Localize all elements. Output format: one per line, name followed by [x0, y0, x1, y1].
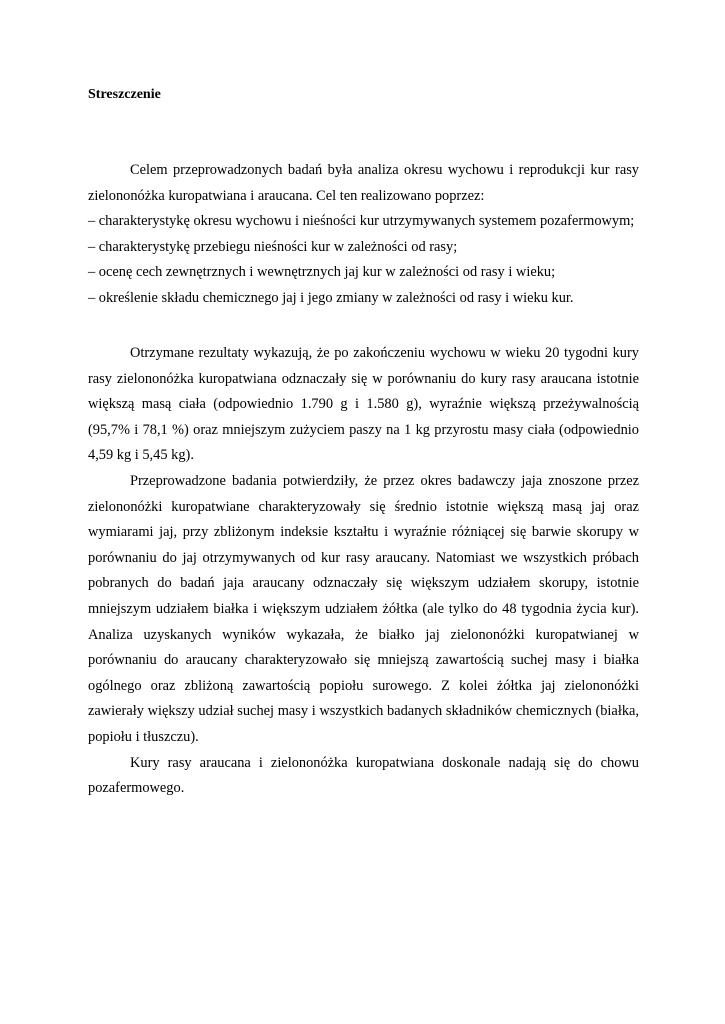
page-title: Streszczenie: [88, 87, 161, 102]
intro-section: [88, 158, 639, 312]
results-section: [88, 341, 639, 802]
list-item: – charakterystykę przebiegu nieśności kur w zależności od rasy;: [88, 238, 458, 255]
body-paragraph: Kury rasy araucana i zielononóżka kuropatwiana doskonale nadają się do chowu pozafermowego.: [88, 754, 639, 797]
body-paragraph: Otrzymane rezultaty wykazują, że po zakończeniu wychowu w wieku 20 tygodni kury rasy zielononóżka kuropatwiana odznaczały się w porównaniu do kury rasy araucana istotnie większą masą ciała (odpowiednio 1.790 g i 1.580 g), wyraźnie większą przeżywalnością (95,7% i 78,1 %) oraz mniejszym zużyciem paszy na 1 kg przyrostu masy ciała (odpowiednio 4,59 kg i 5,45 kg).: [88, 345, 639, 464]
intro-paragraph: Celem przeprowadzonych badań była analiza okresu wychowu i reprodukcji kur rasy zielononóżka kuropatwiana i araucana. Cel ten realizowano poprzez:: [88, 162, 639, 204]
list-item: – ocenę cech zewnętrznych i wewnętrznych jaj kur w zależności od rasy i wieku;: [88, 264, 556, 281]
list-item: – charakterystykę okresu wychowu i nieśności kur utrzymywanych systemem pozafermowym;: [88, 213, 635, 230]
list-item: – określenie składu chemicznego jaj i jego zmiany w zależności od rasy i wieku kur.: [88, 289, 574, 306]
body-paragraph: Przeprowadzone badania potwierdziły, że przez okres badawczy jaja znoszone przez zielononóżki kuropatwiane charakteryzowały się średnio istotnie większą masą jaj oraz wymiarami jaj, przy zbliżonym indeksie kształtu i wyraźnie różniącej się barwie skorupy w porównaniu do jaj otrzymywanych od kur rasy araucany. Natomiast we wszystkich próbach pobranych do badań jaja araucany odznaczały się większym udziałem skorupy, istotnie mniejszym udziałem białka i większym udziałem żółtka (ale tylko do 48 tygodnia życia kur). Analiza uzyskanych wyników wykazała, że białko jaj zielononóżki kuropatwianej w porównaniu do araucany charakteryzowało się mniejszą zawartością suchej masy i białka ogólnego oraz zbliżoną zawartością popiołu surowego. Z kolei żółtka jaj zielononóżki zawierały większy udział suchej masy i wszystkich badanych składników chemicznych (białka, popiołu i tłuszczu).: [88, 472, 639, 745]
